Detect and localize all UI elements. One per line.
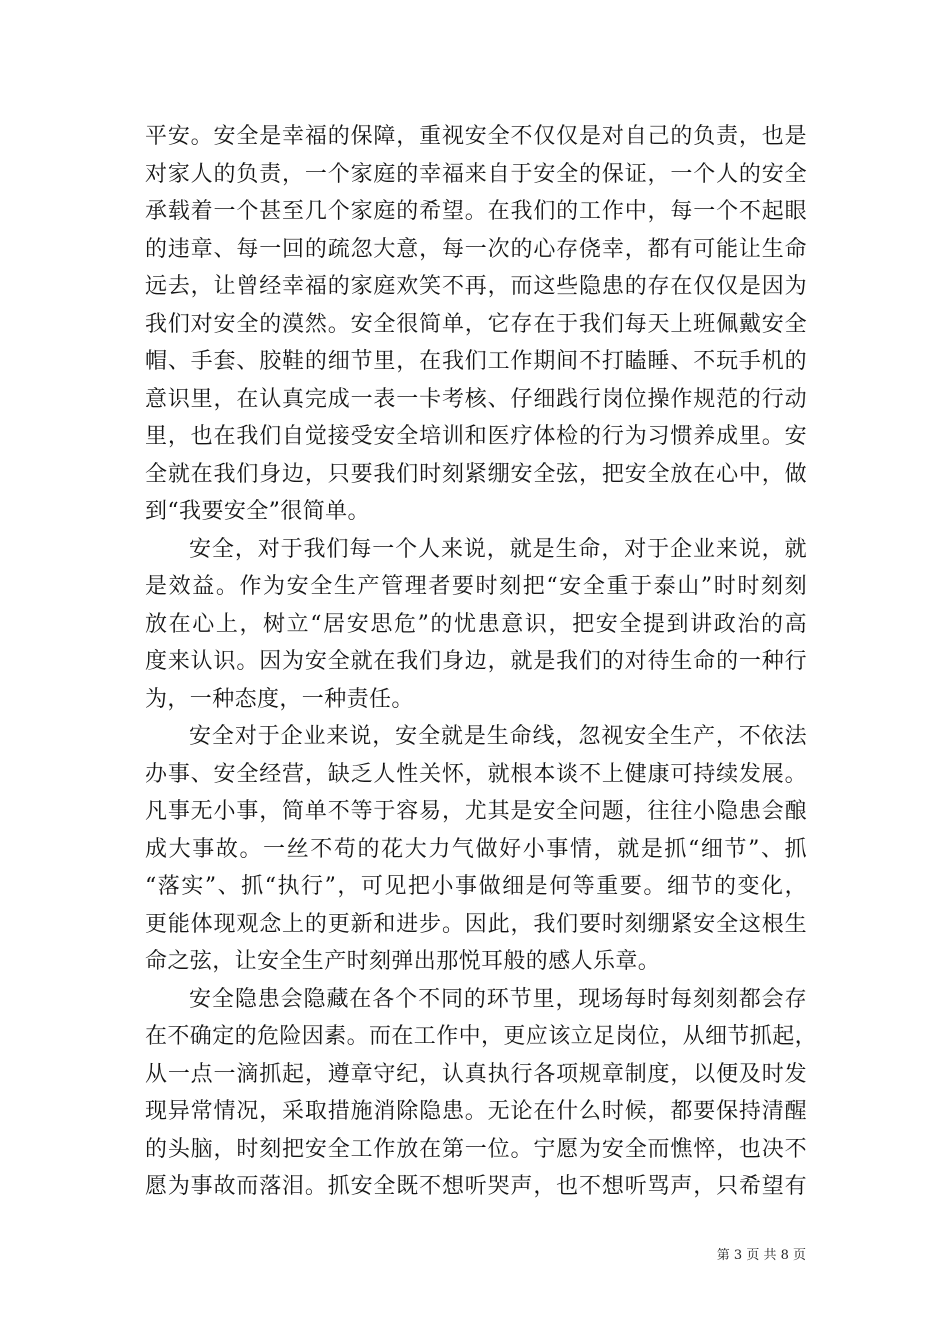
text-line: 度来认识。因为安全就在我们身边，就是我们的对待生命的一种行 [145,649,807,674]
text-line: 放在心上，树立“居安思危”的忧患意识，把安全提到讲政治的高 [145,611,807,637]
text-line: 的违章、每一回的疏忽大意，每一次的心存侥幸，都有可能让生命 [145,236,807,262]
text-line: 为，一种态度，一种责任。 [145,686,414,712]
text-line: 意识里，在认真完成一表一卡考核、仔细践行岗位操作规范的行动 [145,386,807,412]
text-line: 安全对于企业来说，安全就是生命线，忽视安全生产，不依法 [189,724,807,749]
text-line: 办事、安全经营，缺乏人性关怀，就根本谈不上健康可持续发展。 [145,761,807,787]
text-line: 成大事故。一丝不苟的花大力气做好小事情，就是抓“细节”、抓 [145,836,807,862]
text-line: 我们对安全的漠然。安全很简单，它存在于我们每天上班佩戴安全 [145,311,807,337]
text-line: 平安。安全是幸福的保障，重视安全不仅仅是对自己的负责，也是 [145,124,807,149]
text-line: 帽、手套、胶鞋的细节里，在我们工作期间不打瞌睡、不玩手机的 [145,349,807,374]
text-line: “落实”、抓“执行”，可见把小事做细是何等重要。细节的变化， [145,874,807,899]
text-line: 命之弦，让安全生产时刻弹出那悦耳般的感人乐章。 [145,949,661,974]
page-number: 第 3 页 共 8 页 [716,1248,806,1263]
text-line: 的头脑，时刻把安全工作放在第一位。宁愿为安全而憔悴，也决不 [145,1136,807,1162]
document-body [145,118,818,1206]
text-line: 凡事无小事，简单不等于容易，尤其是安全问题，往往小隐患会酿 [145,799,807,824]
text-line: 安全，对于我们每一个人来说，就是生命，对于企业来说，就 [189,536,807,562]
text-line: 远去，让曾经幸福的家庭欢笑不再，而这些隐患的存在仅仅是因为 [145,274,807,299]
text-line: 全就在我们身边，只要我们时刻紧绷安全弦，把安全放在心中，做 [145,461,807,487]
text-line: 对家人的负责，一个家庭的幸福来自于安全的保证，一个人的安全 [145,161,807,187]
text-line: 从一点一滴抓起，遵章守纪，认真执行各项规章制度，以便及时发 [145,1061,807,1087]
text-line: 是效益。作为安全生产管理者要时刻把“安全重于泰山”时时刻刻 [145,574,807,599]
text-line: 安全隐患会隐藏在各个不同的环节里，现场每时每刻刻都会存 [189,986,807,1012]
text-line: 更能体现观念上的更新和进步。因此，我们要时刻绷紧安全这根生 [145,911,807,937]
text-line: 承载着一个甚至几个家庭的希望。在我们的工作中，每一个不起眼 [145,199,807,224]
text-line: 在不确定的危险因素。而在工作中，更应该立足岗位，从细节抓起， [145,1024,818,1049]
text-line: 里，也在我们自觉接受安全培训和医疗体检的行为习惯养成里。安 [145,424,807,449]
text-line: 现异常情况，采取措施消除隐患。无论在什么时候，都要保持清醒 [145,1099,807,1124]
text-line: 愿为事故而落泪。抓安全既不想听哭声，也不想听骂声，只希望有 [145,1174,807,1199]
text-line: 到“我要安全”很简单。 [145,499,370,524]
